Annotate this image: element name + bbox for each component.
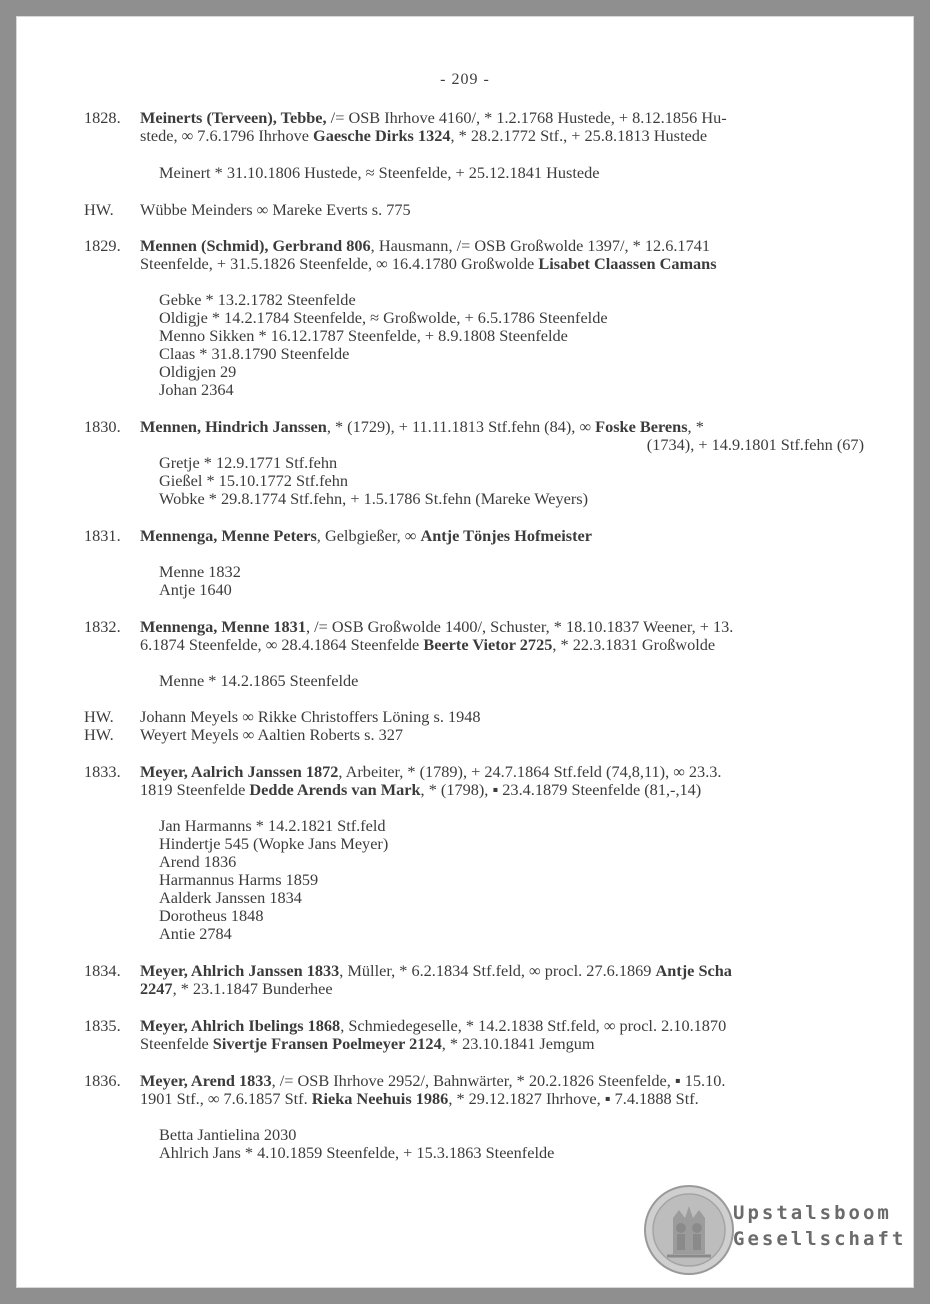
child-item: Oldigjen 29 [159, 362, 237, 381]
entry-1835 [84, 1017, 864, 1053]
spouse-name: Antje Tönjes Hofmeister [420, 526, 592, 545]
entry-name: Meyer, Ahlrich Ibelings 1868 [140, 1016, 341, 1035]
child-item: Menne * 14.2.1865 Steenfelde [159, 671, 359, 690]
child-item: Antie 2784 [159, 924, 232, 943]
entry-text: , * (1729), + 11.11.1813 Stf.fehn (84), ∞ [326, 417, 596, 436]
child-item: Oldigje * 14.2.1784 Steenfelde, ≈ Großwolde, + 6.5.1786 Steenfelde [159, 308, 608, 327]
entry-text: 1819 Steenfelde [140, 780, 250, 799]
entry-number: HW. [84, 725, 114, 744]
entry-text: Steenfelde [140, 1034, 213, 1053]
children-list [159, 1126, 554, 1162]
entry-text: 6.1874 Steenfelde, ∞ 28.4.1864 Steenfelde [140, 635, 424, 654]
entry-text: , * 22.3.1831 Großwolde [552, 635, 716, 654]
entry-number: HW. [84, 707, 114, 726]
entry-number: 1836. [84, 1071, 121, 1090]
entry-name: Mennenga, Menne 1831 [140, 617, 306, 636]
entry-text: , * 23.1.1847 Bunderhee [172, 979, 333, 998]
entry-number: 1828. [84, 108, 121, 127]
child-item: Aalderk Janssen 1834 [159, 888, 302, 907]
entry-1833 [84, 763, 864, 799]
child-item: Harmannus Harms 1859 [159, 870, 319, 889]
entry-text: (1734), + 14.9.1801 Stf.fehn (67) [646, 435, 864, 454]
entry-text: , /= OSB Großwolde 1400/, Schuster, * 18.10.1837 Weener, + 13. [305, 617, 734, 636]
child-item: Claas * 31.8.1790 Steenfelde [159, 344, 350, 363]
children-list [159, 672, 358, 690]
entry-name: Mennen (Schmid), Gerbrand 806 [140, 236, 371, 255]
spouse-name: Rieka Neehuis 1986 [311, 1089, 449, 1108]
children-list [159, 817, 388, 943]
entry-text: , Arbeiter, * (1789), + 24.7.1864 Stf.feld (74,8,11), ∞ 23.3. [338, 762, 722, 781]
entry-number: 1835. [84, 1016, 121, 1035]
child-item: Arend 1836 [159, 852, 237, 871]
entry-name: Meyer, Ahlrich Janssen 1833 [140, 961, 340, 980]
entry-1836 [84, 1072, 864, 1108]
entry-text: stede, ∞ 7.6.1796 Ihrhove [140, 126, 314, 145]
child-item: Jan Harmanns * 14.2.1821 Stf.feld [159, 816, 386, 835]
hw-entry [84, 201, 864, 219]
brand-line: Gesellschaft [733, 1228, 907, 1250]
spouse-name: 2247 [140, 979, 173, 998]
entry-text: , Gelbgießer, ∞ [316, 526, 421, 545]
entry-1830 [84, 418, 864, 454]
entry-number: 1834. [84, 961, 121, 980]
children-list [159, 164, 599, 182]
child-item: Betta Jantielina 2030 [159, 1125, 297, 1144]
child-item: Hindertje 545 (Wopke Jans Meyer) [159, 834, 389, 853]
spouse-name: Foske Berens [595, 417, 688, 436]
children-list [159, 454, 588, 508]
entry-number: 1831. [84, 526, 121, 545]
child-item: Menne 1832 [159, 562, 241, 581]
entry-text: Johann Meyels ∞ Rikke Christoffers Löning s. 1948 [140, 707, 481, 726]
entry-text: , Hausmann, /= OSB Großwolde 1397/, * 12.6.1741 [370, 236, 710, 255]
entry-text: 1901 Stf., ∞ 7.6.1857 Stf. [140, 1089, 312, 1108]
entry-1834 [84, 962, 864, 998]
entry-name: Meyer, Aalrich Janssen 1872 [140, 762, 339, 781]
child-item: Gießel * 15.10.1772 Stf.fehn [159, 471, 349, 490]
entry-text: , * 29.12.1827 Ihrhove, ▪ 7.4.1888 Stf. [448, 1089, 699, 1108]
hw-entry [84, 726, 864, 744]
entry-1832 [84, 618, 864, 654]
seal-logo-icon [643, 1184, 735, 1276]
entry-text: , * [687, 417, 704, 436]
entry-text: Steenfelde, + 31.5.1826 Steenfelde, ∞ 16.4.1780 Großwolde [140, 254, 539, 273]
spouse-name: Gaesche Dirks 1324 [313, 126, 451, 145]
entry-text: Wübbe Meinders ∞ Mareke Everts s. 775 [140, 200, 411, 219]
entry-text: /= OSB Ihrhove 4160/, * 1.2.1768 Hustede, + 8.12.1856 Hu- [326, 108, 727, 127]
child-item: Ahlrich Jans * 4.10.1859 Steenfelde, + 15.3.1863 Steenfelde [159, 1143, 555, 1162]
entry-1831 [84, 527, 864, 545]
entry-1829 [84, 237, 864, 273]
spouse-name: Dedde Arends van Mark [249, 780, 421, 799]
children-list [159, 563, 241, 599]
hw-entry [84, 708, 864, 726]
entry-number: 1829. [84, 236, 121, 255]
brand-name [733, 1200, 906, 1252]
child-item: Johan 2364 [159, 380, 234, 399]
entry-number: 1830. [84, 417, 121, 436]
spouse-name: Antje Scha [655, 961, 732, 980]
spouse-name: Lisabet Claassen Camans [538, 254, 717, 273]
children-list [159, 291, 608, 399]
brand-line: Upstalsboom [733, 1202, 892, 1224]
entry-text: , /= OSB Ihrhove 2952/, Bahnwärter, * 20.2.1826 Steenfelde, ▪ 15.10. [271, 1071, 726, 1090]
child-item: Antje 1640 [159, 580, 232, 599]
entry-name: Mennen, Hindrich Janssen [140, 417, 327, 436]
entry-text: Weyert Meyels ∞ Aaltien Roberts s. 327 [140, 725, 404, 744]
entry-text: , * (1798), ▪ 23.4.1879 Steenfelde (81,-,14) [420, 780, 702, 799]
spouse-name: Sivertje Fransen Poelmeyer 2124 [212, 1034, 442, 1053]
child-item: Meinert * 31.10.1806 Hustede, ≈ Steenfelde, + 25.12.1841 Hustede [159, 163, 600, 182]
page-number: - 209 - [440, 71, 490, 88]
spouse-name: Beerte Vietor 2725 [423, 635, 553, 654]
child-item: Gebke * 13.2.1782 Steenfelde [159, 290, 356, 309]
child-item: Wobke * 29.8.1774 Stf.fehn, + 1.5.1786 St.fehn (Mareke Weyers) [159, 489, 589, 508]
entry-number: 1833. [84, 762, 121, 781]
entry-name: Meinerts (Terveen), Tebbe, [140, 108, 327, 127]
entry-name: Meyer, Arend 1833 [140, 1071, 272, 1090]
entry-text: , Müller, * 6.2.1834 Stf.feld, ∞ procl. 27.6.1869 [339, 961, 656, 980]
entry-number: HW. [84, 200, 114, 219]
child-item: Dorotheus 1848 [159, 906, 264, 925]
entry-number: 1832. [84, 617, 121, 636]
entry-name: Mennenga, Menne Peters [140, 526, 317, 545]
entry-text: , Schmiedegeselle, * 14.2.1838 Stf.feld, ∞ procl. 2.10.1870 [340, 1016, 727, 1035]
child-item: Menno Sikken * 16.12.1787 Steenfelde, + 8.9.1808 Steenfelde [159, 326, 568, 345]
child-item: Gretje * 12.9.1771 Stf.fehn [159, 453, 338, 472]
entry-text: , * 23.10.1841 Jemgum [441, 1034, 595, 1053]
entry-1828 [84, 109, 864, 145]
entry-text: , * 28.2.1772 Stf., + 25.8.1813 Hustede [450, 126, 708, 145]
